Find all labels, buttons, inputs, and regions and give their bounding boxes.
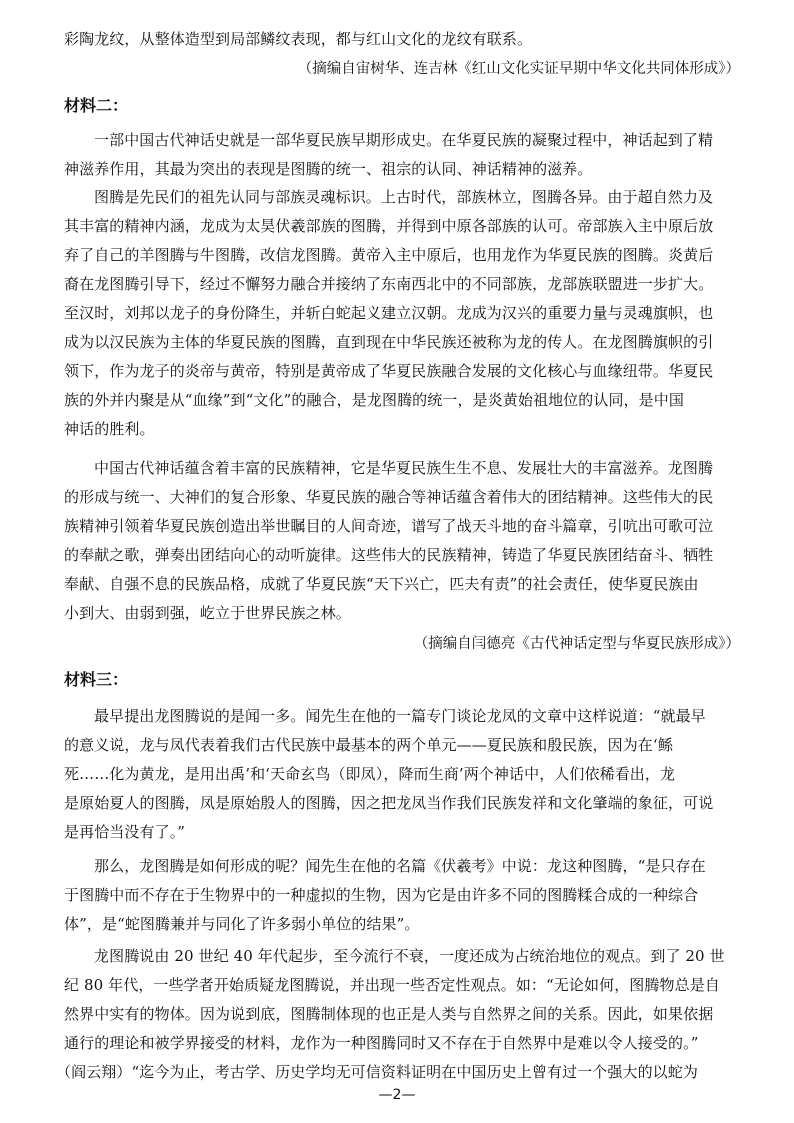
material1-source: （摘编自宙树华、连吉林《红山文化实证早期中华文化共同体形成》） (297, 61, 740, 77)
paragraph-line: 其丰富的精神内涵，龙成为太昊伏羲部族的图腾，并得到中原各部族的认可。帝部族入主中原后放 (64, 217, 714, 235)
paragraph-line: 神滋养作用，其最为突出的表现是图腾的统一、祖宗的认同、神话精神的滋养。 (64, 160, 593, 178)
material2-heading: 材料二： (64, 96, 129, 115)
material2-source: （摘编自闫德亮《古代神话定型与华夏民族形成》） (413, 636, 740, 652)
paragraph-line: 裔在龙图腾引导下，经过不懈努力融合并接纳了东南西北中的不同部族，龙部族联盟进一步扩大。 (64, 275, 714, 293)
paragraph-line: 龙图腾说由 20 世纪 40 年代起步，至今流行不衰，一度还成为占统治地位的观点。到了 20 世 (94, 947, 725, 965)
paragraph-line: （阎云翔）“迄今为止，考古学、历史学均无可信资料证明在中国历史上曾有过一个强大的以蛇为 (56, 1063, 698, 1081)
paragraph-line: 奉献、自强不息的民族品格，成就了华夏民族“天下兴亡，匹夫有责”的社会责任，使华夏民族由 (64, 575, 699, 593)
paragraph-line: 然界中实有的物体。因为说到底，图腾制体现的也正是人类与自然界之间的关系。因此，如果依据 (64, 1005, 714, 1023)
paragraph-line: 至汉时，刘邦以龙子的身份降生，并斩白蛇起义建立汉朝。龙成为汉兴的重要力量与灵魂旗帜，也 (64, 304, 714, 322)
paragraph-line: 族精神引领着华夏民族创造出举世瞩目的人间奇迹，谱写了战天斗地的奋斗篇章，引吭出可歌可泣 (64, 517, 714, 535)
paragraph-line: 是再恰当没有了。” (64, 823, 186, 841)
paragraph-line: 成为以汉民族为主体的华夏民族的图腾，直到现在中华民族还被称为龙的传人。在龙图腾旗帜的引 (64, 333, 714, 351)
paragraph-line: 通行的理论和被学界接受的材料，龙作为一种图腾同时又不存在于自然界中是难以令人接受的。” (64, 1034, 699, 1052)
paragraph-line: 族的外并内聚是从“血缘”到“文化”的融合，是龙图腾的统一，是炎黄始祖地位的认同，是中国 (64, 391, 684, 409)
paragraph-line: 领下，作为龙子的炎帝与黄帝，特别是黄帝成了华夏民族融合发展的文化核心与血缘纽带。华夏民 (64, 362, 714, 380)
paragraph-line: 纪 80 年代，一些学者开始质疑龙图腾说，并出现一些否定性观点。如：“无论如何，图腾物总是自 (64, 976, 720, 994)
paragraph-line: 体”，是“蛇图腾兼并与同化了许多弱小单位的结果”。 (64, 915, 420, 933)
paragraph-line: 中国古代神话蕴含着丰富的民族精神，它是华夏民族生生不息、发展壮大的丰富滋养。龙图腾 (94, 459, 714, 477)
paragraph-line: 小到大、由弱到强，屹立于世界民族之林。 (64, 604, 351, 622)
paragraph-line: 的意义说，龙与凤代表着我们古代民族中最基本的两个单元——夏民族和殷民族，因为在‘鲧 (64, 736, 673, 754)
paragraph-line: 的奉献之歌，弹奏出团结向心的动听旋律。这些伟大的民族精神，铸造了华夏民族团结奋斗、牺牲 (64, 546, 714, 564)
material3-heading: 材料三： (64, 670, 129, 689)
paragraph-line: 死……化为黄龙，是用出禹’和‘天命玄鸟（即凤），降而生商’两个神话中，人们依稀看出，龙 (64, 765, 676, 783)
paragraph-line: 于图腾中而不存在于生物界中的一种虚拟的生物，因为它是由许多不同的图腾糅合成的一种综合 (64, 886, 699, 904)
paragraph-line: 神话的胜利。 (64, 420, 155, 438)
paragraph-line: 是原始夏人的图腾，凤是原始殷人的图腾，因之把龙凤当作我们民族发祥和文化肇端的象征，可说 (64, 794, 714, 812)
paragraph-line: 弃了自己的羊图腾与牛图腾，改信龙图腾。黄帝入主中原后，也用龙作为华夏民族的图腾。炎黄后 (64, 246, 714, 264)
paragraph-line: 图腾是先民们的祖先认同与部族灵魂标识。上古时代，部族林立，图腾各异。由于超自然力及 (94, 188, 714, 206)
paragraph-line: 一部中国古代神话史就是一部华夏民族早期形成史。在华夏民族的凝聚过程中，神话起到了精 (94, 131, 714, 149)
paragraph-line: 那么，龙图腾是如何形成的呢？闻先生在他的名篇《伏羲考》中说：龙这种图腾，“是只存在 (94, 857, 706, 875)
paragraph-line: 最早提出龙图腾说的是闻一多。闻先生在他的一篇专门谈论龙凤的文章中这样说道：“就最早 (94, 707, 706, 725)
paragraph-line: 的形成与统一、大神们的复合形象、华夏民族的融合等神话蕴含着伟大的团结精神。这些伟大的民 (64, 488, 714, 506)
page-number: —2— (378, 1087, 416, 1103)
material1-closing-line: 彩陶龙纹，从整体造型到局部鳞纹表现，都与红山文化的龙纹有联系。 (64, 30, 533, 48)
